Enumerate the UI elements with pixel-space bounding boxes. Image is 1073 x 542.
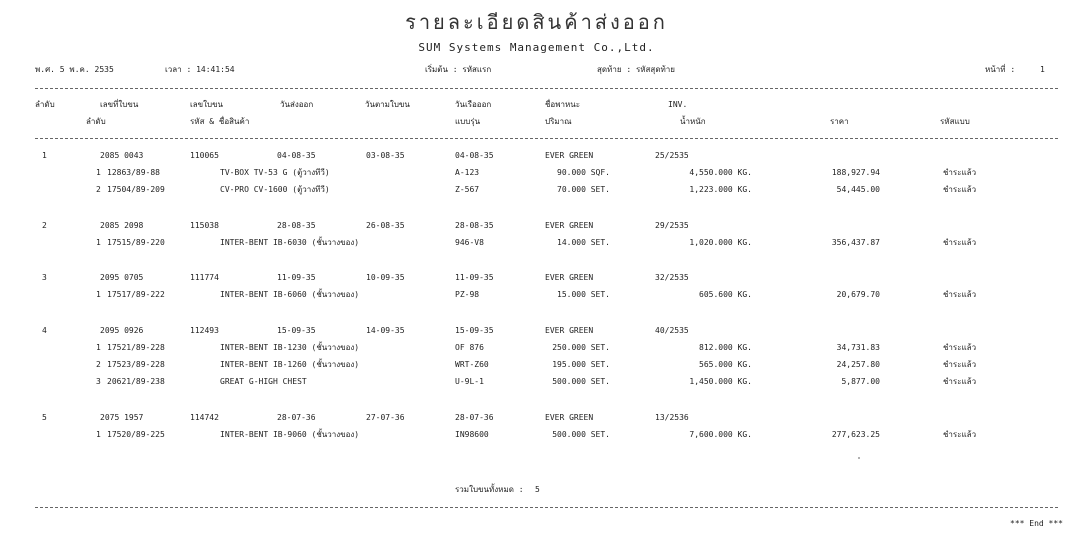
record-decl-date: 10-09-35	[366, 273, 405, 282]
record-export-date: 15-09-35	[277, 326, 316, 335]
record-vessel: EVER GREEN	[545, 413, 594, 422]
item-description: INTER-BENT IB-6060 (ชั้นวางของ)	[220, 290, 360, 299]
item-quantity: 500.000 SET.	[552, 430, 610, 439]
item-seq: 1	[96, 430, 101, 439]
record-no: 2	[42, 221, 47, 230]
header-rule	[35, 138, 1058, 139]
record-doc-no: 2085 0043	[100, 151, 144, 160]
item-code: 17504/89-209	[107, 185, 165, 194]
record-no: 4	[42, 326, 47, 335]
record-vessel: EVER GREEN	[545, 151, 594, 160]
scan-speck	[858, 457, 860, 459]
item-code: 12863/89-88	[107, 168, 160, 177]
item-weight: 1,450.000 KG.	[689, 377, 752, 386]
record-decl-date: 14-09-35	[366, 326, 405, 335]
col-header-model: แบบรุ่น	[455, 117, 481, 126]
record-doc-no: 2095 0705	[100, 273, 144, 282]
item-status: ชำระแล้ว	[943, 168, 977, 177]
item-model: WRT-Z60	[455, 360, 489, 369]
record-inv: 13/2536	[655, 413, 689, 422]
item-price: 24,257.80	[836, 360, 880, 369]
item-code: 17523/89-228	[107, 360, 165, 369]
record-inv: 29/2535	[655, 221, 689, 230]
col-header-ref: เลขใบขน	[190, 100, 224, 109]
item-seq: 2	[96, 360, 101, 369]
range-end: สุดท้าย : รหัสสุดท้าย	[597, 65, 675, 74]
item-description: GREAT G-HIGH CHEST	[220, 377, 307, 386]
item-price: 34,731.83	[836, 343, 880, 352]
record-inv: 25/2535	[655, 151, 689, 160]
item-model: Z-567	[455, 185, 480, 194]
record-doc-no: 2085 2098	[100, 221, 144, 230]
col-header-no: ลำดับ	[35, 100, 55, 109]
item-model: OF 876	[455, 343, 484, 352]
item-weight: 812.000 KG.	[699, 343, 752, 352]
item-description: CV-PRO CV-1600 (ตู้วางทีวี)	[220, 185, 330, 194]
record-vessel: EVER GREEN	[545, 273, 594, 282]
item-seq: 1	[96, 343, 101, 352]
col-header-decl-date: วันตามใบขน	[365, 100, 410, 109]
page-label: หน้าที่ :	[985, 65, 1016, 74]
record-vessel: EVER GREEN	[545, 326, 594, 335]
record-decl-date: 27-07-36	[366, 413, 405, 422]
top-rule	[35, 88, 1058, 89]
item-quantity: 70.000 SET.	[557, 185, 610, 194]
item-code: 17517/89-222	[107, 290, 165, 299]
item-price: 356,437.87	[831, 238, 880, 247]
item-status: ชำระแล้ว	[943, 430, 977, 439]
record-ref: 115038	[190, 221, 219, 230]
item-description: INTER-BENT IB-6030 (ชั้นวางของ)	[220, 238, 360, 247]
item-price: 277,623.25	[831, 430, 880, 439]
company-name: SUM Systems Management Co.,Ltd.	[418, 41, 655, 54]
item-weight: 1,020.000 KG.	[689, 238, 752, 247]
item-description: TV-BOX TV-53 G (ตู้วางทีวี)	[220, 168, 330, 177]
col-header-export-date: วันส่งออก	[280, 100, 314, 109]
item-model: A-123	[455, 168, 480, 177]
record-inv: 40/2535	[655, 326, 689, 335]
col-header-weight: น้ำหนัก	[680, 117, 706, 126]
item-quantity: 14.000 SET.	[557, 238, 610, 247]
item-status: ชำระแล้ว	[943, 290, 977, 299]
item-price: 5,877.00	[841, 377, 880, 386]
record-export-date: 11-09-35	[277, 273, 316, 282]
item-code: 20621/89-238	[107, 377, 165, 386]
record-ref: 112493	[190, 326, 219, 335]
item-model: 946-V8	[455, 238, 484, 247]
record-no: 5	[42, 413, 47, 422]
item-status: ชำระแล้ว	[943, 185, 977, 194]
item-model: U-9L-1	[455, 377, 484, 386]
item-code: 17521/89-228	[107, 343, 165, 352]
col-header-price: ราคา	[830, 117, 849, 126]
record-inv: 32/2535	[655, 273, 689, 282]
record-ship-date: 28-08-35	[455, 221, 494, 230]
summary-label: รวมใบขนทั้งหมด :	[455, 485, 524, 494]
record-ref: 111774	[190, 273, 219, 282]
record-decl-date: 03-08-35	[366, 151, 405, 160]
item-weight: 1,223.000 KG.	[689, 185, 752, 194]
item-quantity: 500.000 SET.	[552, 377, 610, 386]
item-quantity: 15.000 SET.	[557, 290, 610, 299]
item-status: ชำระแล้ว	[943, 343, 977, 352]
col-header-inv: INV.	[668, 100, 688, 109]
record-ship-date: 28-07-36	[455, 413, 494, 422]
item-weight: 605.600 KG.	[699, 290, 752, 299]
item-weight: 7,600.000 KG.	[689, 430, 752, 439]
record-ref: 110065	[190, 151, 219, 160]
item-quantity: 250.000 SET.	[552, 343, 610, 352]
col-header-qty: ปริมาณ	[545, 117, 572, 126]
item-price: 188,927.94	[831, 168, 880, 177]
col-header-vessel: ชื่อพาหนะ	[545, 100, 581, 109]
range-start: เริ่มต้น : รหัสแรก	[425, 65, 492, 74]
item-quantity: 90.000 SQF.	[557, 168, 610, 177]
record-no: 1	[42, 151, 47, 160]
item-seq: 1	[96, 290, 101, 299]
item-model: PZ-98	[455, 290, 480, 299]
record-doc-no: 2095 0926	[100, 326, 144, 335]
col-header-status: รหัสแบบ	[940, 117, 970, 126]
report-title: รายละเอียดสินค้าส่งออก	[405, 10, 668, 34]
item-model: IN98600	[455, 430, 489, 439]
record-decl-date: 26-08-35	[366, 221, 405, 230]
item-description: INTER-BENT IB-1260 (ชั้นวางของ)	[220, 360, 360, 369]
item-seq: 3	[96, 377, 101, 386]
record-doc-no: 2075 1957	[100, 413, 144, 422]
item-code: 17515/89-220	[107, 238, 165, 247]
bottom-rule	[35, 507, 1058, 508]
item-weight: 565.000 KG.	[699, 360, 752, 369]
record-vessel: EVER GREEN	[545, 221, 594, 230]
item-quantity: 195.000 SET.	[552, 360, 610, 369]
col-header-seq: ลำดับ	[86, 117, 106, 126]
record-export-date: 28-08-35	[277, 221, 316, 230]
report-time: เวลา : 14:41:54	[165, 65, 235, 74]
record-ref: 114742	[190, 413, 219, 422]
item-seq: 1	[96, 238, 101, 247]
item-status: ชำระแล้ว	[943, 238, 977, 247]
col-header-doc-no: เลขที่ใบขน	[100, 100, 139, 109]
item-weight: 4,550.000 KG.	[689, 168, 752, 177]
record-ship-date: 15-09-35	[455, 326, 494, 335]
item-status: ชำระแล้ว	[943, 377, 977, 386]
col-header-item: รหัส & ชื่อสินค้า	[190, 117, 250, 126]
item-price: 54,445.00	[836, 185, 880, 194]
summary-count: 5	[535, 485, 540, 494]
item-status: ชำระแล้ว	[943, 360, 977, 369]
page-number: 1	[1040, 65, 1045, 74]
item-price: 20,679.70	[836, 290, 880, 299]
record-ship-date: 04-08-35	[455, 151, 494, 160]
item-description: INTER-BENT IB-9060 (ชั้นวางของ)	[220, 430, 360, 439]
record-ship-date: 11-09-35	[455, 273, 494, 282]
record-export-date: 04-08-35	[277, 151, 316, 160]
item-seq: 2	[96, 185, 101, 194]
record-export-date: 28-07-36	[277, 413, 316, 422]
record-no: 3	[42, 273, 47, 282]
report-date: พ.ศ. 5 พ.ค. 2535	[35, 65, 114, 74]
item-description: INTER-BENT IB-1230 (ชั้นวางของ)	[220, 343, 360, 352]
item-code: 17520/89-225	[107, 430, 165, 439]
end-marker: *** End ***	[1010, 519, 1063, 528]
col-header-ship-date: วันเรือออก	[455, 100, 492, 109]
item-seq: 1	[96, 168, 101, 177]
